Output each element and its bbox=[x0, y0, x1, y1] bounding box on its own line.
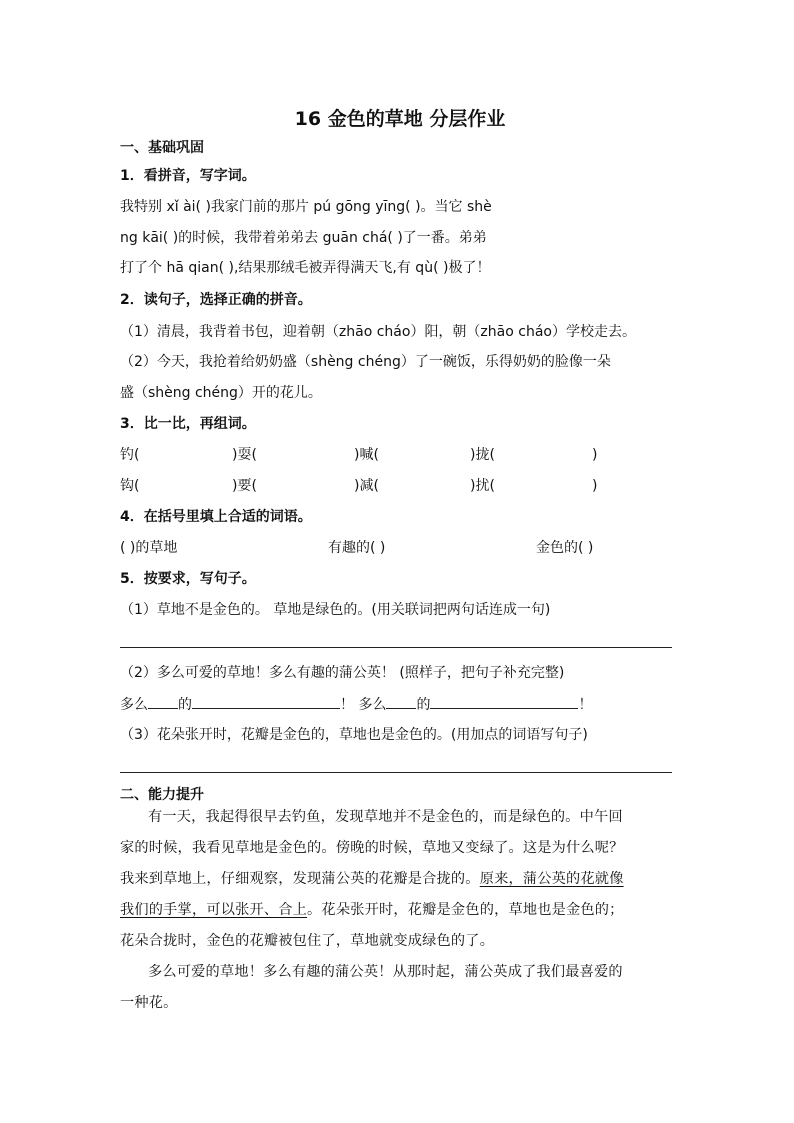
compare-char-cell: )要( bbox=[232, 478, 257, 494]
compare-char-cell: 钩( bbox=[120, 478, 140, 494]
question-5-part-2-fill bbox=[120, 694, 592, 715]
compare-char-cell: )扰( bbox=[470, 478, 495, 494]
passage-line bbox=[120, 868, 624, 890]
section-heading-basics: 一、基础巩固 bbox=[120, 140, 204, 156]
blank bbox=[386, 694, 416, 709]
compare-char-cell: ) bbox=[592, 447, 598, 463]
question-3-label: 3．比一比，再组词。 bbox=[120, 416, 256, 432]
fill-text: 多么 bbox=[120, 697, 148, 713]
compare-char-cell: )耍( bbox=[232, 447, 257, 463]
fill-item: 金色的( ) bbox=[536, 540, 594, 556]
fill-text: 的 bbox=[416, 697, 431, 713]
fill-text: ！ bbox=[578, 697, 593, 713]
passage-line: 家的时候，我看见草地是金色的。傍晚的时候，草地又变绿了。这是为什么呢？ bbox=[120, 840, 624, 856]
passage-line: 花朵合拢时，金色的花瓣被包住了，草地就变成绿色的了。 bbox=[120, 933, 495, 949]
fill-item: 有趣的( ) bbox=[328, 540, 386, 556]
answer-line bbox=[120, 772, 672, 773]
page-title: 16 金色的草地 分层作业 bbox=[294, 108, 506, 130]
underlined-sentence: 我们的手掌，可以张开、合上 bbox=[120, 902, 308, 918]
compare-char-cell: ) bbox=[592, 478, 598, 494]
question-5-part-3: （3）花朵张开时，花瓣是金色的，草地也是金色的。(用加点的词语写句子) bbox=[120, 727, 588, 743]
blank bbox=[148, 694, 178, 709]
passage-text: 。花朵张开时，花瓣是金色的，草地也是金色的； bbox=[307, 902, 624, 918]
question-5-part-1: （1）草地不是金色的。 草地是绿色的。(用关联词把两句话连成一句) bbox=[120, 602, 551, 618]
fill-item: ( )的草地 bbox=[120, 540, 178, 556]
blank bbox=[430, 694, 578, 709]
question-1-line-1: 我特别 xǐ ài( )我家门前的那片 pú gōng yīng( )。当它 shè bbox=[120, 199, 492, 215]
question-2-label: 2．读句子，选择正确的拼音。 bbox=[120, 292, 312, 308]
fill-text: 的 bbox=[178, 697, 192, 713]
blank bbox=[192, 694, 340, 709]
section-heading-advanced: 二、能力提升 bbox=[120, 787, 204, 803]
passage-line: 一种花。 bbox=[120, 995, 178, 1011]
passage-line: 多么可爱的草地！多么有趣的蒲公英！从那时起，蒲公英成了我们最喜爱的 bbox=[148, 964, 623, 980]
compare-char-cell: 钓( bbox=[120, 447, 140, 463]
passage-line: 有一天，我起得很早去钓鱼，发现草地并不是金色的，而是绿色的。中午回 bbox=[148, 809, 623, 825]
question-2-line-1: （1）清晨，我背着书包，迎着朝（zhāo cháo）阳，朝（zhāo cháo）学校走去。 bbox=[120, 324, 636, 340]
question-5-part-2: （2）多么可爱的草地！多么有趣的蒲公英！ (照样子，把句子补充完整) bbox=[120, 665, 565, 681]
question-1-line-2: ng kāi( )的时候，我带着弟弟去 guān chá( )了一番。弟弟 bbox=[120, 230, 487, 246]
compare-char-cell: )减( bbox=[354, 478, 379, 494]
answer-line bbox=[120, 647, 672, 648]
compare-char-cell: )拢( bbox=[470, 447, 495, 463]
question-2-line-3: 盛（shèng chéng）开的花儿。 bbox=[120, 385, 322, 401]
question-4-label: 4．在括号里填上合适的词语。 bbox=[120, 509, 312, 525]
underlined-sentence: 原来，蒲公英的花就像 bbox=[479, 871, 624, 887]
question-2-line-2: （2）今天，我抢着给奶奶盛（shèng chéng）了一碗饭，乐得奶奶的脸像一朵 bbox=[120, 354, 611, 370]
question-1-label: 1．看拼音，写字词。 bbox=[120, 168, 256, 184]
passage-line bbox=[120, 899, 624, 921]
question-5-label: 5．按要求，写句子。 bbox=[120, 571, 256, 587]
passage-text: 我来到草地上，仔细观察，发现蒲公英的花瓣是合拢的。 bbox=[120, 871, 480, 887]
fill-text: ！ 多么 bbox=[340, 697, 387, 713]
compare-char-cell: )喊( bbox=[354, 447, 379, 463]
question-1-line-3: 打了个 hā qian( ),结果那绒毛被弄得满天飞,有 qù( )极了！ bbox=[120, 260, 491, 276]
